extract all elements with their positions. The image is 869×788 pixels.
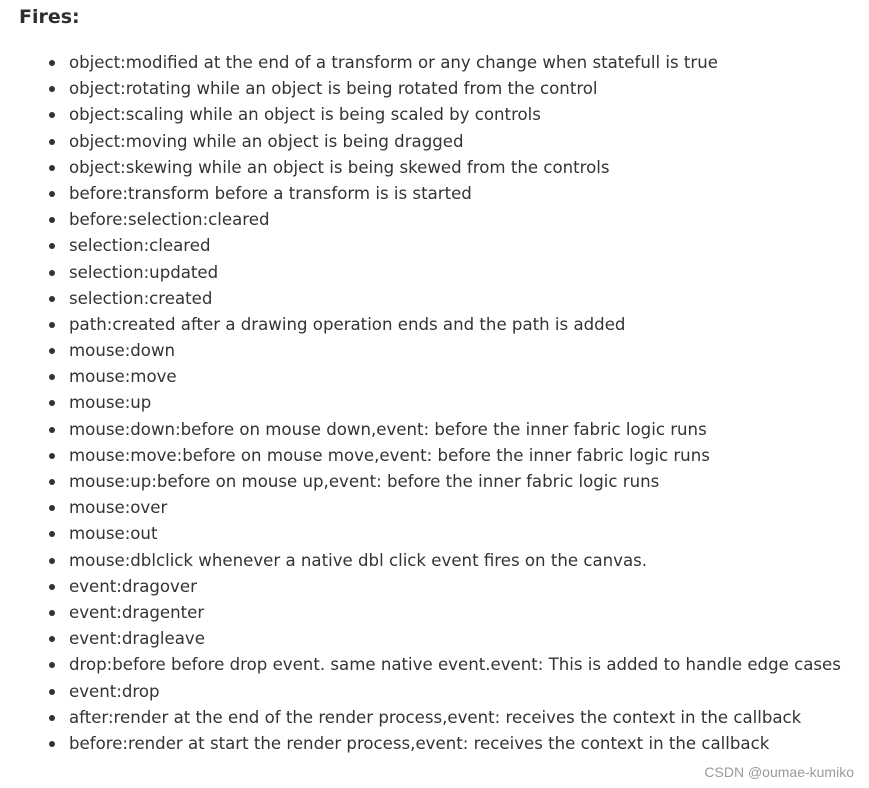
event-text: object:rotating while an object is being rotated from the control [69, 79, 598, 99]
event-text: mouse:up:before on mouse up,event: before the inner fabric logic runs [69, 472, 660, 491]
event-text: selection:cleared [69, 236, 211, 256]
bullet-icon [49, 453, 55, 459]
bullet-icon [49, 112, 55, 118]
event-text: mouse:out [69, 524, 158, 544]
list-item [0, 208, 841, 234]
event-text: object:moving while an object is being dragged [69, 131, 464, 151]
bullet-icon [49, 689, 55, 695]
event-text: selection:updated [69, 262, 219, 282]
list-item [0, 496, 841, 522]
event-text: selection:created [69, 288, 213, 308]
event-text: path:created after a drawing operation ends and the path is added [69, 314, 626, 334]
list-item [0, 549, 841, 575]
bullet-icon [49, 662, 55, 668]
bullet-icon [49, 741, 55, 747]
csdn-watermark: CSDN @oumae-kumiko [704, 764, 854, 780]
event-text: object:scaling while an object is being scaled by controls [69, 105, 541, 125]
bullet-icon [49, 270, 55, 276]
section-heading: Fires: [19, 6, 80, 28]
event-text: mouse:over [69, 498, 168, 518]
bullet-icon [49, 296, 55, 302]
event-text: event:drop [69, 681, 160, 701]
event-text: mouse:move [69, 367, 177, 387]
event-text: mouse:down [69, 341, 176, 361]
bullet-icon [49, 60, 55, 66]
list-item [0, 522, 841, 548]
bullet-icon [49, 165, 55, 171]
bullet-icon [49, 479, 55, 485]
list-item [0, 287, 841, 313]
event-text: before:selection:cleared [69, 210, 270, 230]
event-text: mouse:move:before on mouse move,event: before the inner fabric logic runs [69, 445, 710, 465]
bullet-icon [49, 505, 55, 511]
list-item [0, 339, 841, 365]
list-item [0, 156, 841, 182]
bullet-icon [49, 531, 55, 537]
list-item [0, 418, 841, 444]
event-text: mouse:down:before on mouse down,event: before the inner fabric logic runs [69, 419, 707, 439]
list-item [0, 182, 841, 208]
bullet-icon [49, 584, 55, 590]
list-item [0, 680, 841, 706]
bullet-icon [49, 217, 55, 223]
bullet-icon [49, 610, 55, 616]
event-text: object:modified at the end of a transform or any change when statefull is true [69, 53, 718, 72]
list-item [0, 627, 841, 653]
event-text: object:skewing while an object is being skewed from the controls [69, 157, 610, 177]
bullet-icon [49, 348, 55, 354]
list-item [0, 313, 841, 339]
event-text: before:render at start the render process,event: receives the context in the callback [69, 733, 770, 753]
bullet-icon [49, 558, 55, 564]
list-item [0, 103, 841, 129]
list-item [0, 391, 841, 417]
list-item [0, 470, 841, 496]
event-text: before:transform before a transform is is started [69, 183, 472, 203]
bullet-icon [49, 374, 55, 380]
list-item [0, 234, 841, 260]
event-text: event:dragover [69, 576, 197, 596]
bullet-icon [49, 400, 55, 406]
event-list [0, 51, 841, 758]
list-item [0, 51, 841, 77]
list-item [0, 444, 841, 470]
bullet-icon [49, 191, 55, 197]
bullet-icon [49, 636, 55, 642]
bullet-icon [49, 715, 55, 721]
list-item [0, 130, 841, 156]
event-text: mouse:up [69, 393, 152, 413]
event-text: after:render at the end of the render process,event: receives the context in the callback [69, 707, 802, 727]
event-text: drop:before before drop event. same native event.event: This is added to handle edge cases [69, 655, 841, 675]
bullet-icon [49, 427, 55, 433]
list-item [0, 653, 841, 679]
list-item [0, 706, 841, 732]
list-item [0, 601, 841, 627]
event-text: event:dragleave [69, 629, 205, 649]
bullet-icon [49, 243, 55, 249]
event-text: mouse:dblclick whenever a native dbl click event fires on the canvas. [69, 550, 648, 570]
bullet-icon [49, 322, 55, 328]
list-item [0, 575, 841, 601]
event-text: event:dragenter [69, 602, 205, 622]
list-item [0, 77, 841, 103]
list-item [0, 365, 841, 391]
bullet-icon [49, 139, 55, 145]
bullet-icon [49, 86, 55, 92]
list-item [0, 732, 841, 758]
list-item [0, 261, 841, 287]
